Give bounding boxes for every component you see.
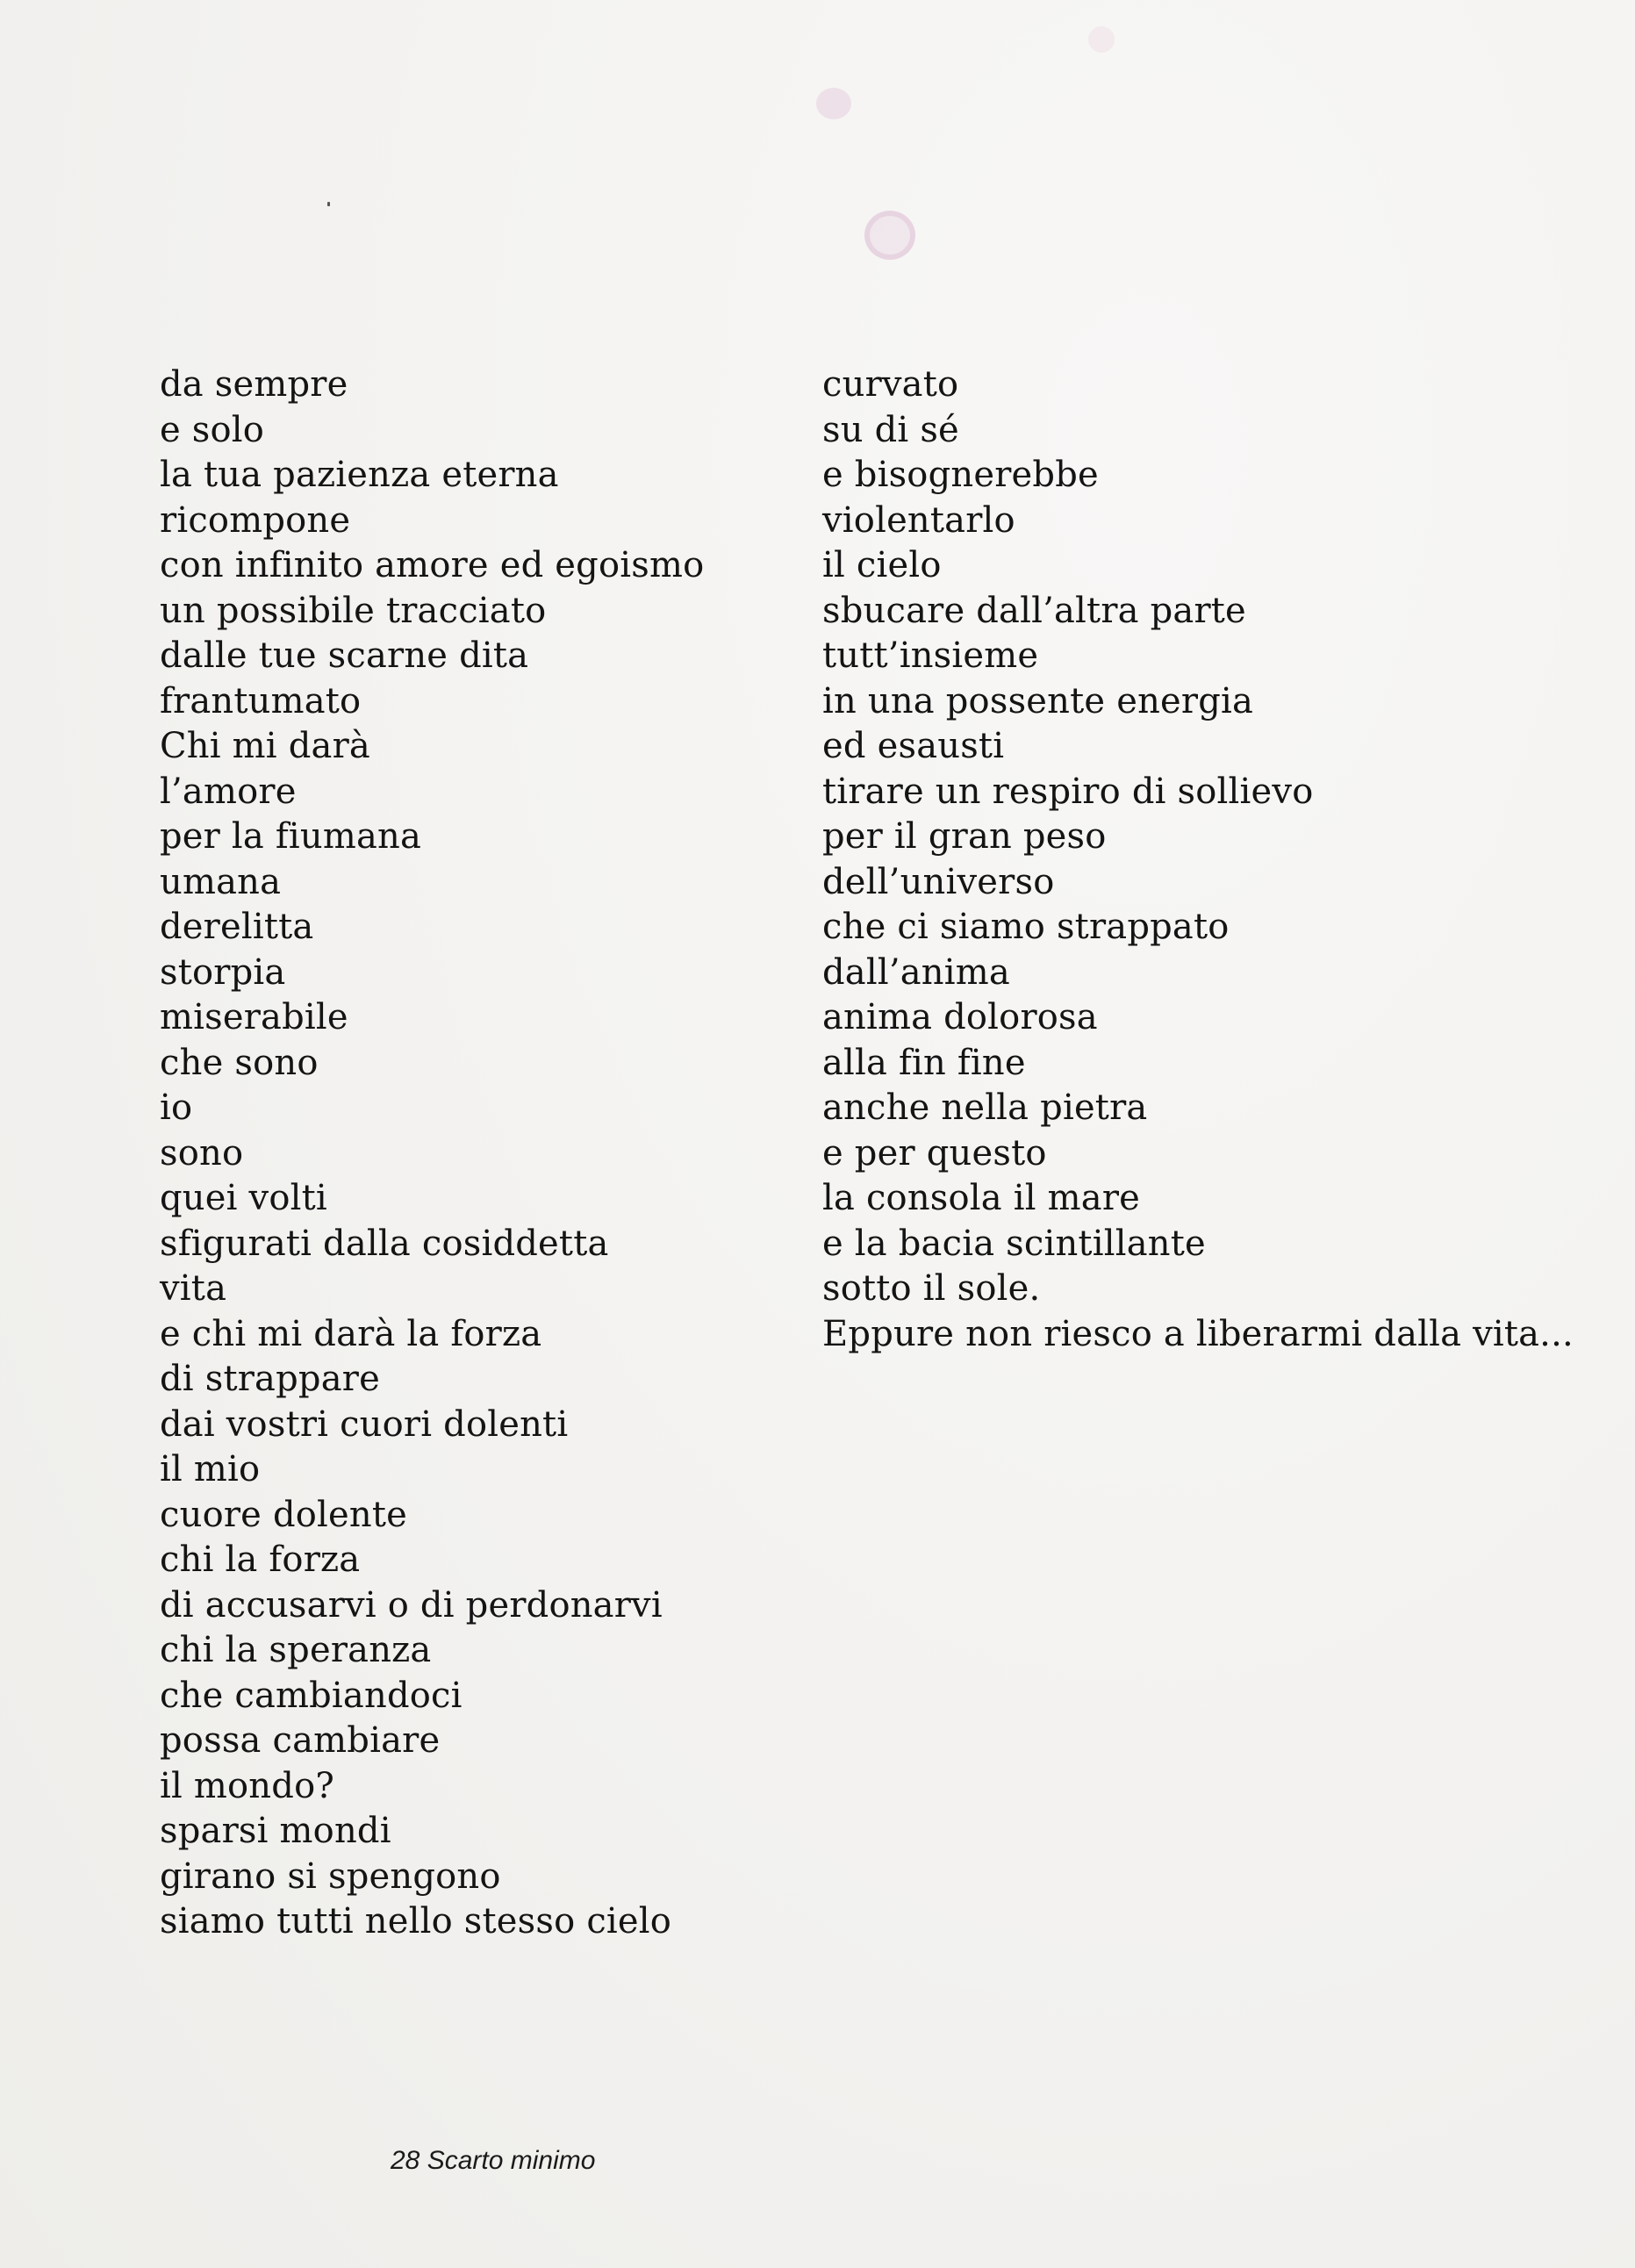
poem-line: io: [160, 1087, 193, 1128]
poem-line: che ci siamo strappato: [822, 907, 1230, 947]
poem-line: il cielo: [822, 545, 942, 585]
poem-line: per il gran peso: [822, 816, 1107, 857]
poem-line: la consola il mare: [822, 1178, 1141, 1218]
paper-stain: [1088, 26, 1115, 53]
poem-line: sparsi mondi: [160, 1811, 391, 1851]
poem-line: per la fiumana: [160, 816, 422, 857]
poem-line: che sono: [160, 1042, 319, 1083]
poem-line: girano si spengono: [160, 1855, 501, 1897]
poem-line: dall’anima: [822, 951, 1010, 993]
poem-line: alla fin fine: [822, 1042, 1026, 1083]
poem-line: violentarlo: [822, 499, 1015, 541]
poem-line: un possibile tracciato: [160, 590, 547, 631]
page-footer: 28 Scarto minimo: [391, 2146, 596, 2175]
poem-line: sfigurati dalla cosiddetta: [160, 1223, 609, 1264]
poem-line: e solo: [160, 409, 265, 450]
poem-line: e bisognerebbe: [822, 455, 1099, 495]
poem-line: Eppure non riesco a liberarmi dalla vita...: [822, 1313, 1574, 1354]
poem-line: in una possente energia: [822, 680, 1254, 721]
ink-speck: [327, 202, 330, 206]
poem-line: su di sé: [822, 409, 959, 450]
poem-line: anche nella pietra: [822, 1087, 1148, 1128]
poem-line: umana: [160, 861, 282, 902]
poem-line: di strappare: [160, 1359, 380, 1399]
poem-line: con infinito amore ed egoismo: [160, 545, 705, 585]
poem-left-column: [160, 362, 704, 1945]
poem-line: frantumato: [160, 680, 362, 721]
poem-line: il mio: [160, 1449, 261, 1489]
poem-line: l’amore: [160, 771, 297, 812]
poem-line: che cambiandoci: [160, 1675, 463, 1716]
poem-line: dell’universo: [822, 861, 1055, 902]
poem-line: tutt’insieme: [822, 635, 1039, 676]
poem-line: il mondo?: [160, 1765, 335, 1806]
poem-line: derelitta: [160, 907, 314, 947]
poem-line: chi la forza: [160, 1540, 361, 1580]
poem-line: ed esausti: [822, 726, 1005, 766]
poem-line: ricompone: [160, 499, 351, 541]
poem-line: dai vostri cuori dolenti: [160, 1403, 569, 1445]
poem-right-column: [822, 362, 1574, 1357]
poem-line: sbucare dall’altra parte: [822, 590, 1246, 631]
poem-line: Chi mi darà: [160, 726, 370, 766]
poem-line: miserabile: [160, 997, 348, 1037]
poem-line: chi la speranza: [160, 1630, 432, 1670]
poem-line: e la bacia scintillante: [822, 1223, 1206, 1264]
poem-line: sono: [160, 1132, 244, 1173]
poem-line: la tua pazienza eterna: [160, 455, 559, 495]
poem-line: sotto il sole.: [822, 1268, 1041, 1309]
poem-line: siamo tutti nello stesso cielo: [160, 1901, 672, 1941]
poem-line: vita: [160, 1268, 227, 1309]
poem-line: di accusarvi o di perdonarvi: [160, 1584, 663, 1626]
poem-line: quei volti: [160, 1178, 327, 1218]
poem-line: da sempre: [160, 364, 348, 405]
paper-stain: [816, 88, 851, 119]
poem-line: e per questo: [822, 1132, 1047, 1173]
paper-stain: [864, 211, 915, 260]
poem-line: dalle tue scarne dita: [160, 635, 529, 676]
poem-line: cuore dolente: [160, 1494, 408, 1535]
poem-line: tirare un respiro di sollievo: [822, 771, 1314, 812]
poem-line: anima dolorosa: [822, 997, 1098, 1037]
poem-line: curvato: [822, 364, 959, 405]
poem-line: storpia: [160, 951, 286, 993]
poem-line: possa cambiare: [160, 1720, 441, 1761]
poem-line: e chi mi darà la forza: [160, 1313, 542, 1354]
